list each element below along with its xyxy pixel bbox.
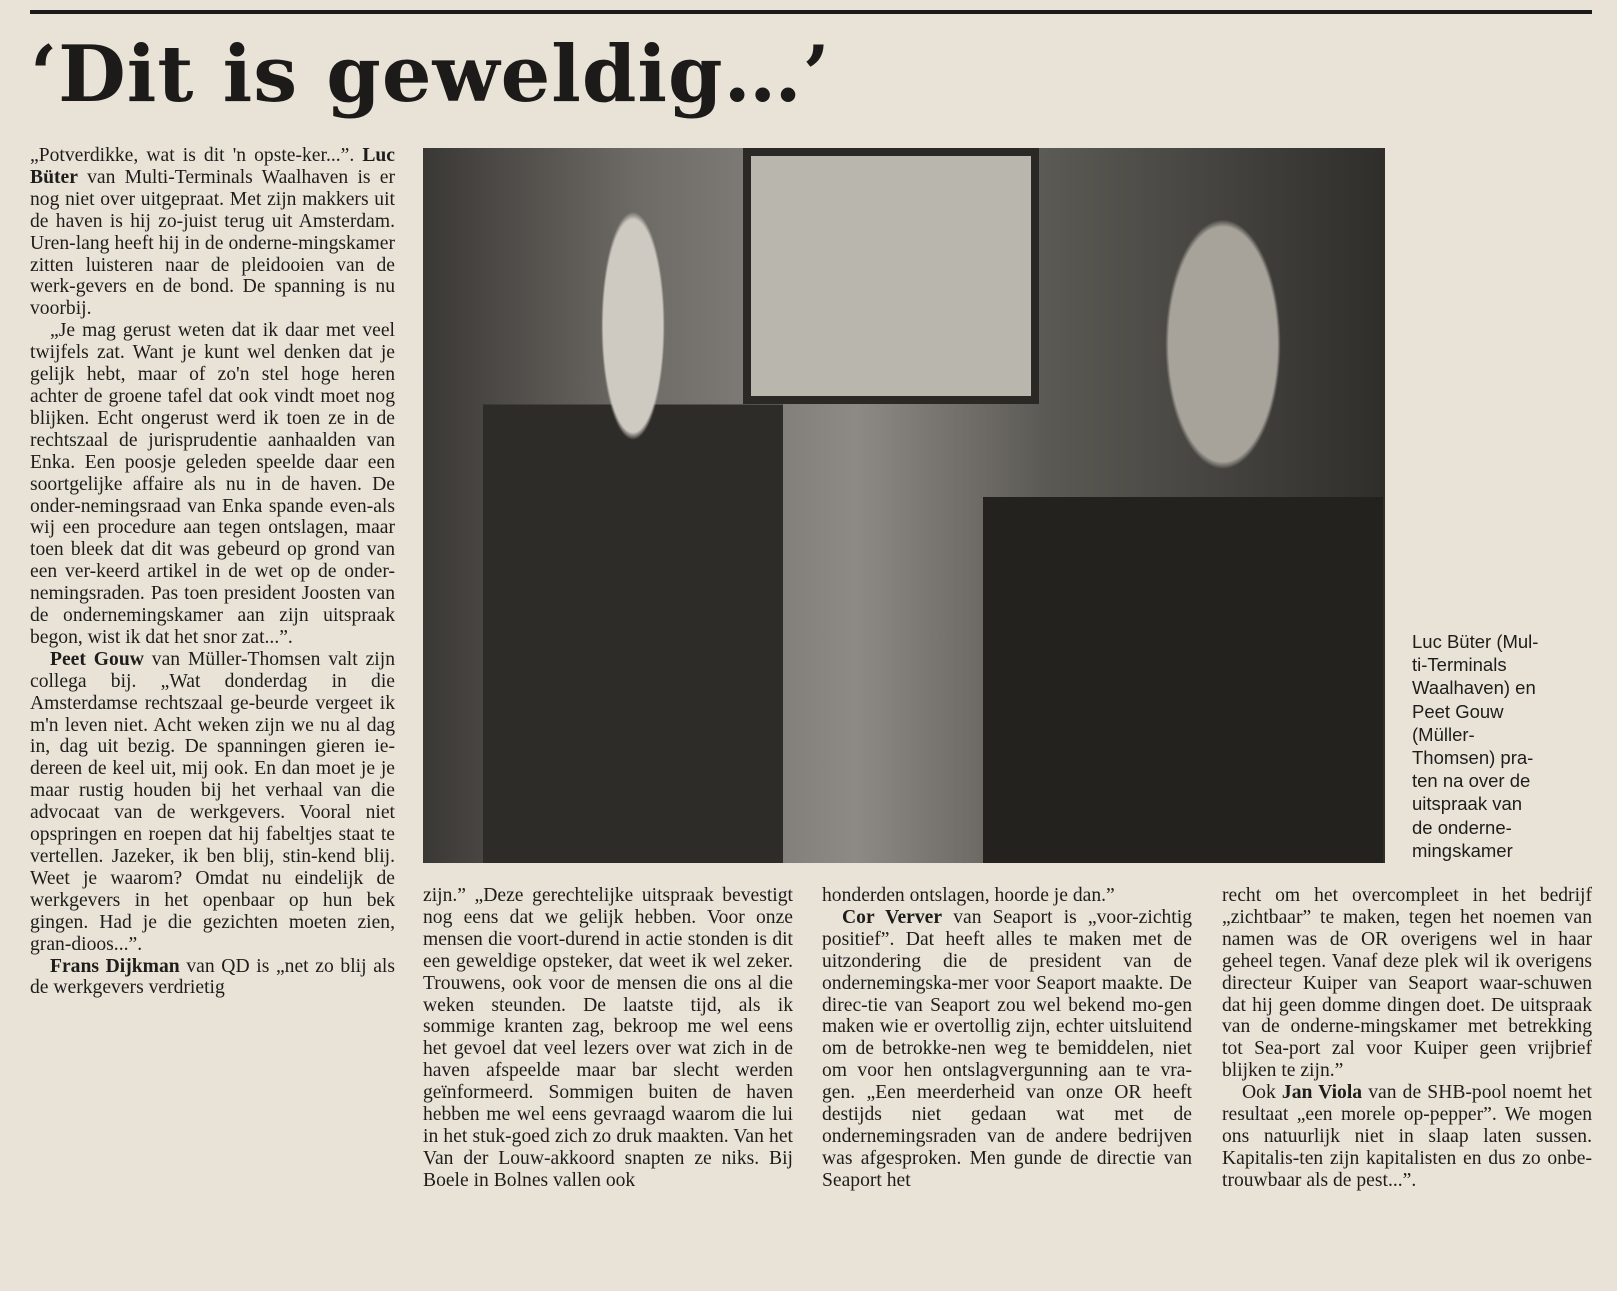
photo-caption: Luc Büter (Mul- ti-Terminals Waalhaven) en Peet Gouw (Müller- Thomsen) pra- ten na over de uitspraak van de onderne- mingskamer [1412, 631, 1539, 861]
paragraph [30, 145, 395, 320]
column-2 [423, 885, 793, 1192]
person-name: Luc Büter [30, 145, 395, 188]
person-right [983, 198, 1383, 863]
text: Ook [1242, 1082, 1282, 1104]
person-name: Cor Verver [842, 906, 943, 928]
text: van Multi-Terminals Waalhaven is er nog niet over uitgepraat. Met zijn makkers uit de haven is hij zo-juist terug uit Amsterdam. Uren-lang heeft hij in de onderne-mingskamer zitten luisteren naar de pleidooien van de werk-gevers en de bond. De spanning is nu voorbij. [30, 166, 395, 320]
paragraph [822, 907, 1192, 1192]
paragraph [30, 956, 395, 1000]
text: van Seaport is „voor-zichtig positief”. Dat heeft alles te maken met de uitzondering die de president van de ondernemingska-mer voor Seaport maakte. De direc-tie van Seaport zou wel bekend mo-gen maken wie er overtollig zijn, echter uitsluitend om de betrokke-nen weg te bemiddelen, niet om voor hen ontslagvergunning aan te vra-gen. „Een meerderheid van onze OR heeft destijds niet gedaan wat met de ondernemingsraden van de andere bedrijven was afgesproken. Men gunde de directie van Seaport het [822, 906, 1192, 1191]
column-1 [30, 145, 395, 999]
text: van Müller-Thomsen valt zijn collega bij. „Wat donderdag in die Amsterdamse rechtszaal ge-beurde vergeet ik m'n leven niet. Acht weken zijn we nu al dag in, dag uit bezig. De spanningen gieren ie-dereen de keel uit, mij ook. En dan moet je je maar rustig houden bij het verhaal van die advocaat van de werkgevers. Vooral niet opspringen en roepen dat hij fabeltjes staat te vertellen. Jazeker, ik ben blij, stin-kend blij. Weet je waarom? Omdat nu eindelijk de werkgevers in het openbaar op hun bek gingen. Had je die gezichten moeten zien, gran-dioos...”. [30, 648, 395, 955]
person-name: Jan Viola [1281, 1082, 1363, 1104]
text: van QD is „net zo blij als de werkgevers verdrietig [30, 955, 395, 999]
person-left [483, 208, 783, 863]
person-name: Frans Dijkman [50, 955, 180, 977]
column-4 [1222, 885, 1592, 1192]
paragraph [1222, 1082, 1592, 1192]
paragraph: zijn.” „Deze gerechtelijke uitspraak bevestigt nog eens dat we gelijk hebben. Voor onze mensen die voort-durend in actie stonden is dit een geweldige opsteker, dat weet ik wel zeker. Trouwens, ook voor de mensen die ons al die weken steunden. De laatste tijd, als ik sommige kranten zag, bekroop me wel eens het gevoel dat veel lezers over wat zich in de haven afspeelde maar bar slecht werden geïnformeerd. Sommigen buiten de haven hebben me wel eens gevraagd waarom die lui in het stuk-goed zich zo druk maakten. Van het Van der Louw-akkoord snapten ze niks. Bij Boele in Bolnes vallen ook [423, 885, 793, 1191]
headline: ‘Dit is geweldig…’ [30, 29, 831, 120]
paragraph: recht om het overcompleet in het bedrijf „zichtbaar” te maken, tegen het noemen van namen was de OR overigens wel in haar geheel tegen. Vanaf deze plek wil ik overigens directeur Kuiper van Seaport waar-schuwen dat hij geen domme dingen doet. De uitspraak van de onderne-mingskamer met betrekking tot Sea-port zal voor Kuiper geen vrijbrief blijken te zijn.” [1222, 885, 1592, 1082]
photo [423, 148, 1385, 863]
paragraph: honderden ontslagen, hoorde je dan.” [822, 885, 1115, 906]
paragraph [30, 649, 395, 956]
text: „Potverdikke, wat is dit 'n opste-ker...”. [30, 145, 363, 166]
paragraph: „Je mag gerust weten dat ik daar met veel twijfels zat. Want je kunt wel denken dat je gelijk hebt, maar of zo'n stel hoge heren achter de groene tafel dat ook vindt moet nog blijken. Echt ongerust werd ik toen ze in de rechtszaal de jurisprudentie aanhaalden van Enka. Een poosje geleden speelde daar een soortgelijke affaire als nu in de haven. De onder-nemingsraad van Enka spande even-als wij een procedure aan tegen ontslagen, maar toen bleek dat dit was gebeurd op grond van een ver-keerd artikel in de wet op de onder-nemingsraden. Pas toen president Joosten van de ondernemingskamer aan zijn uitspraak begon, wist ik dat het snor zat...”. [30, 320, 395, 648]
top-rule [30, 10, 1592, 14]
person-name: Peet Gouw [50, 648, 144, 670]
column-3 [822, 885, 1192, 1192]
text: van de SHB-pool noemt het resultaat „een morele op-pepper”. We mogen ons natuurlijk niet in slaap laten sussen. Kapitalis-ten zijn kapitalisten en dus zo onbe-trouwbaar als de pest...”. [1222, 1082, 1592, 1191]
